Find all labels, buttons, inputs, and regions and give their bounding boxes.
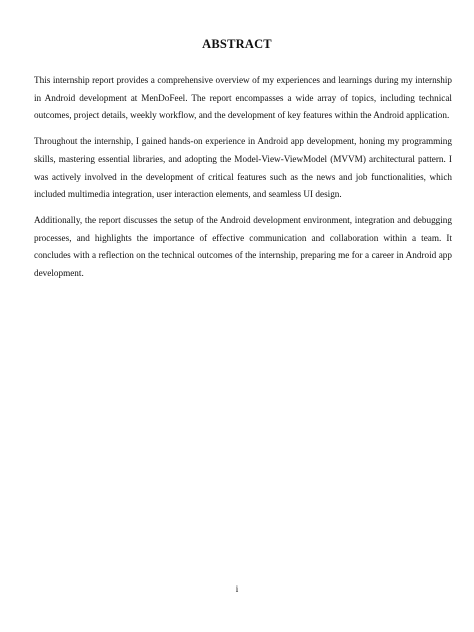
abstract-paragraph-1: This internship report provides a comprehensive overview of my experiences and learnings during my internship in Android development at MenDoFeel. The report encompasses a wide array of topics, including technical outcomes, project details, weekly workflow, and the development of key features within the Android application. — [34, 75, 452, 121]
abstract-body — [34, 72, 452, 291]
page-title: ABSTRACT — [202, 37, 272, 51]
page-number: i — [235, 584, 239, 594]
abstract-paragraph-3: Additionally, the report discusses the setup of the Android development environment, integration and debugging processes, and highlights the importance of effective communication and collaboration within a team. It concludes with a reflection on the technical outcomes of the internship, preparing me for a career in Android app development. — [34, 214, 452, 279]
abstract-paragraph-2: Throughout the internship, I gained hands-on experience in Android app development, honing my programming skills, mastering essential libraries, and adopting the Model-View-ViewModel (MVVM) architectural pattern. I was actively involved in the development of critical features such as the news and job functionalities, which included multimedia integration, user interaction elements, and seamless UI design. — [34, 136, 452, 200]
